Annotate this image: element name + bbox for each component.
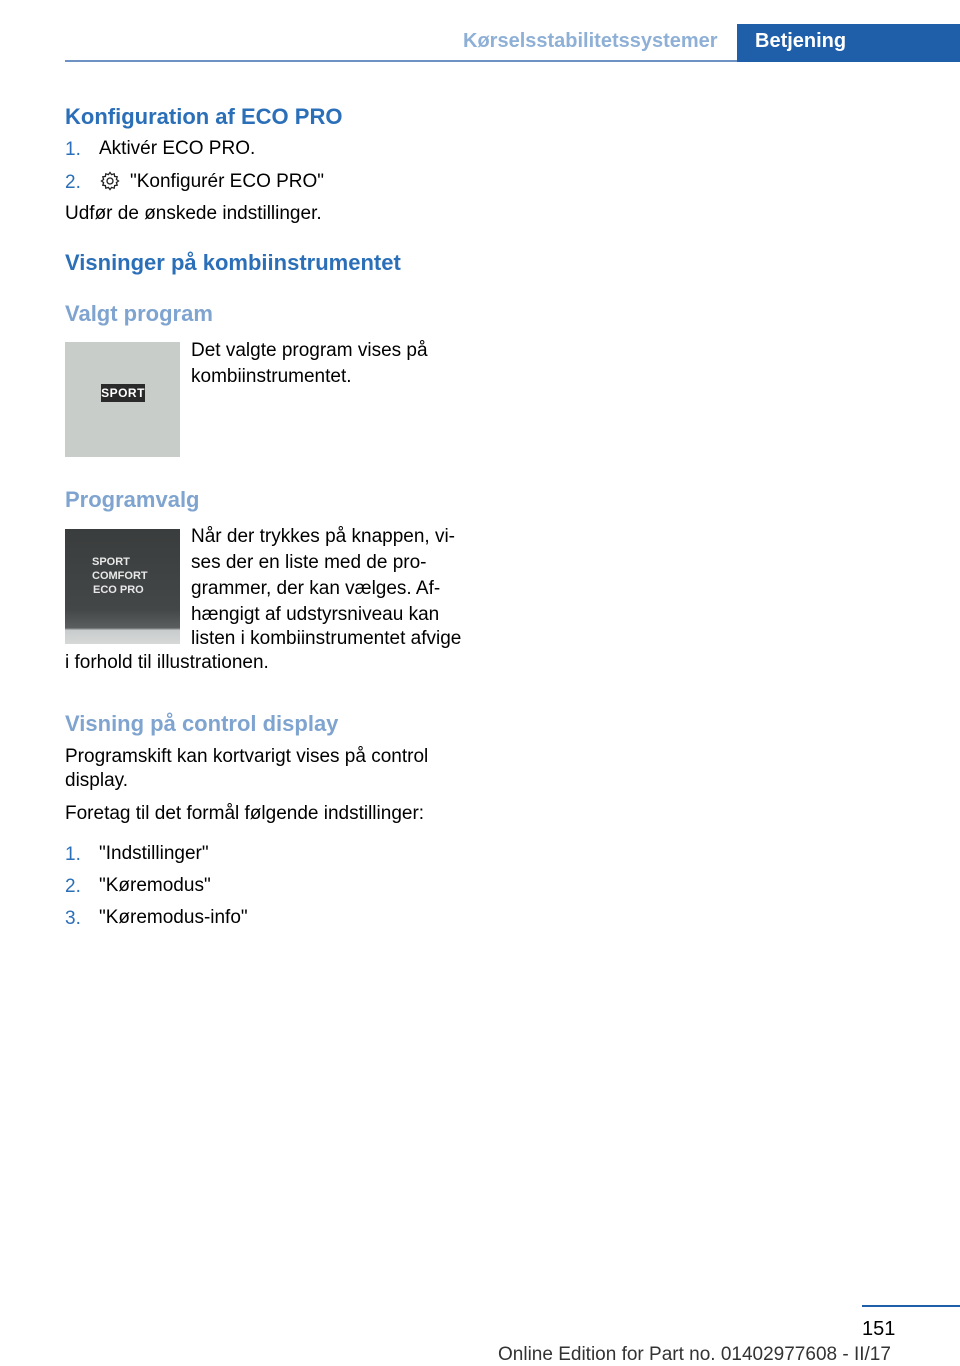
programvalg-line-2: ses der en liste med de pro- — [191, 552, 427, 573]
page-number: 151 — [862, 1318, 896, 1340]
config-step-1-text: Aktivér ECO PRO. — [99, 138, 256, 159]
valgt-text-line-2: kombiinstrumentet. — [191, 366, 352, 387]
config-step-2-text: "Konfigurér ECO PRO" — [130, 171, 325, 192]
control-step-2-text: "Køremodus" — [99, 875, 211, 896]
config-heading: Konfiguration af ECO PRO — [65, 104, 343, 129]
section-tab-label: Betjening — [755, 30, 847, 52]
control-heading: Visning på control display — [65, 711, 339, 736]
config-step-1-num: 1. — [65, 139, 81, 160]
programvalg-last-line: i forhold til illustrationen. — [65, 652, 269, 673]
page-number-rule — [862, 1305, 960, 1307]
valgt-heading: Valgt program — [65, 301, 213, 326]
gear-icon — [99, 170, 121, 192]
control-step-3-num: 3. — [65, 908, 81, 929]
program-item-ecopro: ECO PRO — [93, 584, 144, 596]
edition-footer: Online Edition for Part no. 01402977608 - II/17 — [498, 1344, 891, 1365]
program-item-sport: SPORT — [92, 556, 130, 568]
control-para-1-line-1: Programskift kan kortvarigt vises på control — [65, 746, 429, 767]
control-step-3-text: "Køremodus-info" — [99, 907, 248, 928]
valgt-text-line-1: Det valgte program vises på — [191, 340, 428, 361]
programvalg-line-4: hængigt af udstyrsniveau kan — [191, 604, 440, 625]
control-para-2: Foretag til det formål følgende indstillinger: — [65, 803, 425, 824]
config-step-2-num: 2. — [65, 172, 81, 193]
control-step-1-num: 1. — [65, 844, 81, 865]
programvalg-line-5: listen i kombiinstrumentet afvige — [191, 628, 462, 649]
programvalg-line-1: Når der trykkes på knappen, vi- — [191, 526, 456, 547]
program-list-items — [92, 555, 148, 597]
programvalg-line-3: grammer, der kan vælges. Af- — [191, 578, 441, 599]
control-para-1-line-2: display. — [65, 770, 129, 791]
sport-display-label: SPORT — [101, 386, 145, 400]
header-divider — [65, 60, 737, 62]
control-step-1-text: "Indstillinger" — [99, 843, 209, 864]
chapter-title: Kørselsstabilitetssystemer — [463, 30, 718, 52]
config-after-text: Udfør de ønskede indstillinger. — [65, 203, 322, 224]
programvalg-heading: Programvalg — [65, 487, 200, 512]
visninger-heading: Visninger på kombiinstrumentet — [65, 250, 401, 275]
program-item-comfort: COMFORT — [92, 570, 148, 582]
control-step-2-num: 2. — [65, 876, 81, 897]
